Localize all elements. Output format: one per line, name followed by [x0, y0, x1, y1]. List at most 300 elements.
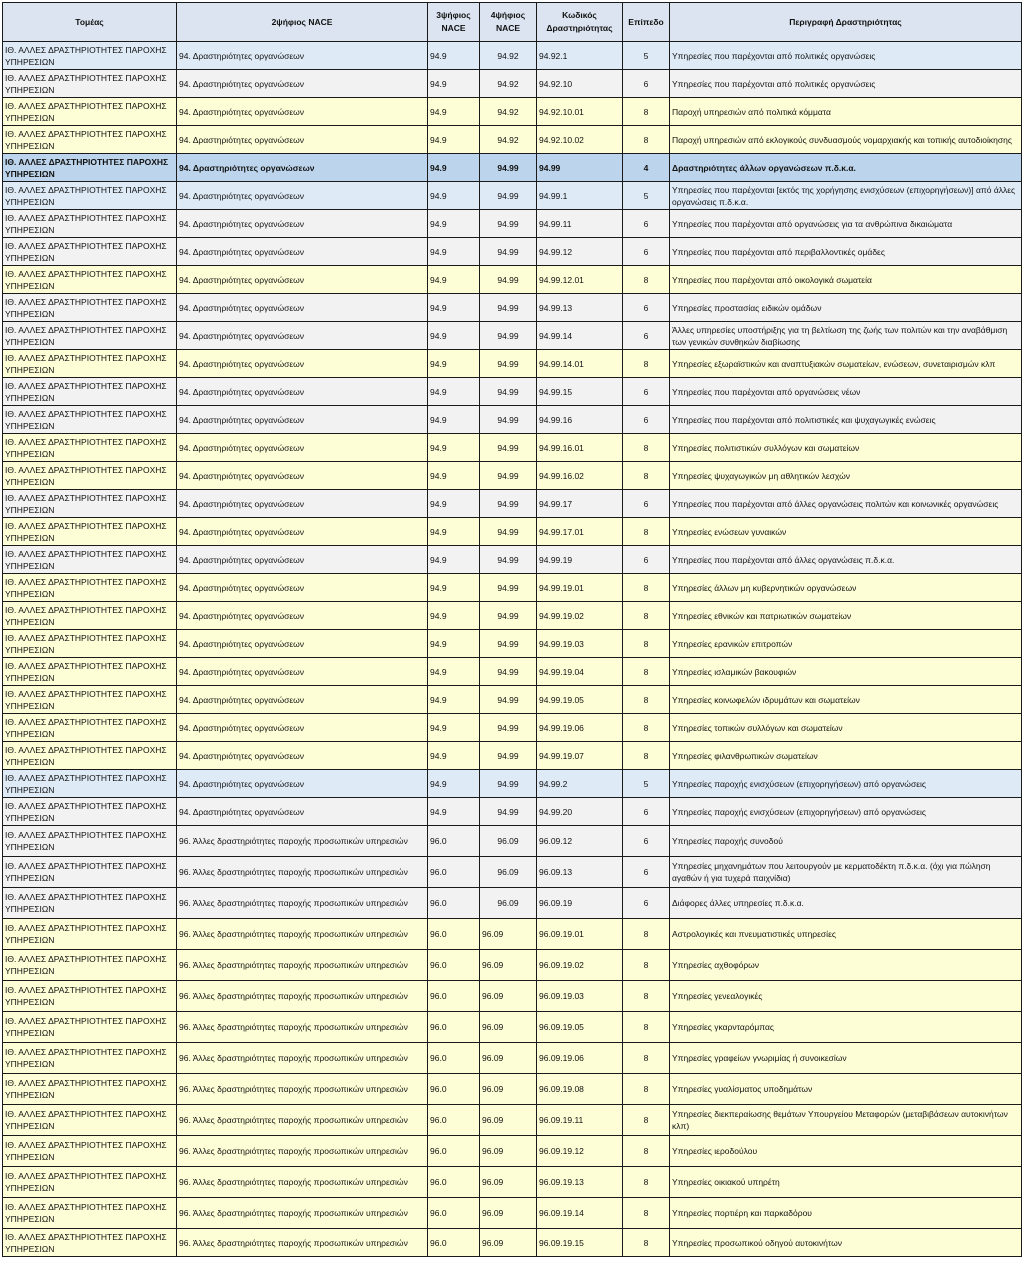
- sector-cell: ΙΘ. ΑΛΛΕΣ ΔΡΑΣΤΗΡΙΟΤΗΤΕΣ ΠΑΡΟΧΗΣ ΥΠΗΡΕΣΙΩΝ: [3, 70, 177, 98]
- sector-cell: ΙΘ. ΑΛΛΕΣ ΔΡΑΣΤΗΡΙΟΤΗΤΕΣ ΠΑΡΟΧΗΣ ΥΠΗΡΕΣΙΩΝ: [3, 602, 177, 630]
- description-cell: Αστρολογικές και πνευματιστικές υπηρεσίες: [670, 919, 1022, 950]
- description-cell: Υπηρεσίες που παρέχονται από πολιτικές οργανώσεις: [670, 42, 1022, 70]
- nace2-cell: 94. Δραστηριότητες οργανώσεων: [177, 182, 428, 210]
- description-cell: Υπηρεσίες που παρέχονται [εκτός της χορήγησης ενισχύσεων (επιχορηγήσεων)] από άλλες οργανώσεις π.δ.κ.α.: [670, 182, 1022, 210]
- sector-cell: ΙΘ. ΑΛΛΕΣ ΔΡΑΣΤΗΡΙΟΤΗΤΕΣ ΠΑΡΟΧΗΣ ΥΠΗΡΕΣΙΩΝ: [3, 981, 177, 1012]
- nace3-cell: 94.9: [428, 238, 480, 266]
- level-cell: 6: [623, 294, 670, 322]
- description-cell: Υπηρεσίες μηχανημάτων που λειτουργούν με κερματοδέκτη π.δ.κ.α. (όχι για πώληση αγαθών ή για τυχερά παιχνίδια): [670, 857, 1022, 888]
- activity-code-cell: 94.99.16: [537, 406, 623, 434]
- nace4-cell: 94.99: [480, 518, 537, 546]
- nace3-cell: 94.9: [428, 154, 480, 182]
- sector-cell: ΙΘ. ΑΛΛΕΣ ΔΡΑΣΤΗΡΙΟΤΗΤΕΣ ΠΑΡΟΧΗΣ ΥΠΗΡΕΣΙΩΝ: [3, 1074, 177, 1105]
- nace3-cell: 94.9: [428, 742, 480, 770]
- table-row: [3, 70, 1022, 98]
- sector-cell: ΙΘ. ΑΛΛΕΣ ΔΡΑΣΤΗΡΙΟΤΗΤΕΣ ΠΑΡΟΧΗΣ ΥΠΗΡΕΣΙΩΝ: [3, 1136, 177, 1167]
- level-cell: 8: [623, 1198, 670, 1229]
- nace4-cell: 94.99: [480, 210, 537, 238]
- description-cell: Υπηρεσίες πολιτιστικών συλλόγων και σωματείων: [670, 434, 1022, 462]
- sector-cell: ΙΘ. ΑΛΛΕΣ ΔΡΑΣΤΗΡΙΟΤΗΤΕΣ ΠΑΡΟΧΗΣ ΥΠΗΡΕΣΙΩΝ: [3, 1198, 177, 1229]
- table-row: [3, 602, 1022, 630]
- table-row: [3, 1136, 1022, 1167]
- table-row: [3, 888, 1022, 919]
- level-cell: 6: [623, 857, 670, 888]
- nace2-cell: 94. Δραστηριότητες οργανώσεων: [177, 658, 428, 686]
- nace4-cell: 94.99: [480, 154, 537, 182]
- level-cell: 8: [623, 1167, 670, 1198]
- description-cell: Υπηρεσίες κοινωφελών ιδρυμάτων και σωματείων: [670, 686, 1022, 714]
- description-cell: Υπηρεσίες γκαρνταρόμπας: [670, 1012, 1022, 1043]
- activity-code-cell: 96.09.19.15: [537, 1229, 623, 1257]
- nace4-cell: 94.99: [480, 406, 537, 434]
- level-cell: 8: [623, 462, 670, 490]
- table-row: [3, 182, 1022, 210]
- nace2-cell: 96. Άλλες δραστηριότητες παροχής προσωπικών υπηρεσιών: [177, 857, 428, 888]
- nace2-cell: 96. Άλλες δραστηριότητες παροχής προσωπικών υπηρεσιών: [177, 1074, 428, 1105]
- sector-cell: ΙΘ. ΑΛΛΕΣ ΔΡΑΣΤΗΡΙΟΤΗΤΕΣ ΠΑΡΟΧΗΣ ΥΠΗΡΕΣΙΩΝ: [3, 154, 177, 182]
- table-row: [3, 857, 1022, 888]
- level-cell: 8: [623, 98, 670, 126]
- nace2-cell: 94. Δραστηριότητες οργανώσεων: [177, 266, 428, 294]
- table-row: [3, 714, 1022, 742]
- sector-cell: ΙΘ. ΑΛΛΕΣ ΔΡΑΣΤΗΡΙΟΤΗΤΕΣ ΠΑΡΟΧΗΣ ΥΠΗΡΕΣΙΩΝ: [3, 462, 177, 490]
- nace3-cell: 94.9: [428, 574, 480, 602]
- table-row: [3, 981, 1022, 1012]
- nace2-cell: 94. Δραστηριότητες οργανώσεων: [177, 238, 428, 266]
- nace4-cell: 94.99: [480, 490, 537, 518]
- description-cell: Υπηρεσίες προστασίας ειδικών ομάδων: [670, 294, 1022, 322]
- nace4-cell: 96.09: [480, 919, 537, 950]
- nace4-cell: 96.09: [480, 1229, 537, 1257]
- activity-code-cell: 94.92.10.02: [537, 126, 623, 154]
- level-cell: 8: [623, 630, 670, 658]
- description-cell: Παροχή υπηρεσιών από πολιτικά κόμματα: [670, 98, 1022, 126]
- nace3-cell: 94.9: [428, 98, 480, 126]
- activity-code-cell: 94.99.16.01: [537, 434, 623, 462]
- description-cell: Υπηρεσίες που παρέχονται από πολιτιστικές και ψυχαγωγικές ενώσεις: [670, 406, 1022, 434]
- level-cell: 6: [623, 210, 670, 238]
- table-row: [3, 1198, 1022, 1229]
- nace3-cell: 96.0: [428, 1012, 480, 1043]
- nace3-cell: 94.9: [428, 434, 480, 462]
- description-cell: Υπηρεσίες εξωραϊστικών και αναπτυξιακών σωματείων, ενώσεων, συνεταιρισμών κλπ: [670, 350, 1022, 378]
- level-cell: 8: [623, 742, 670, 770]
- nace3-cell: 94.9: [428, 266, 480, 294]
- description-cell: Υπηρεσίες διεκπεραίωσης θεμάτων Υπουργείου Μεταφορών (μεταβιβάσεων αυτοκινήτων κλπ): [670, 1105, 1022, 1136]
- table-row: [3, 378, 1022, 406]
- nace3-cell: 94.9: [428, 518, 480, 546]
- nace2-cell: 94. Δραστηριότητες οργανώσεων: [177, 70, 428, 98]
- nace3-cell: 94.9: [428, 322, 480, 350]
- header-nace2: 2ψήφιος NACE: [177, 3, 428, 42]
- nace3-cell: 94.9: [428, 70, 480, 98]
- nace4-cell: 94.99: [480, 546, 537, 574]
- nace3-cell: 94.9: [428, 686, 480, 714]
- nace2-cell: 94. Δραστηριότητες οργανώσεων: [177, 574, 428, 602]
- description-cell: Υπηρεσίες πορτιέρη και παρκαδόρου: [670, 1198, 1022, 1229]
- table-row: [3, 490, 1022, 518]
- description-cell: Υπηρεσίες παροχής ενισχύσεων (επιχορηγήσεων) από οργανώσεις: [670, 798, 1022, 826]
- sector-cell: ΙΘ. ΑΛΛΕΣ ΔΡΑΣΤΗΡΙΟΤΗΤΕΣ ΠΑΡΟΧΗΣ ΥΠΗΡΕΣΙΩΝ: [3, 950, 177, 981]
- header-row: [3, 3, 1022, 42]
- nace2-cell: 94. Δραστηριότητες οργανώσεων: [177, 322, 428, 350]
- description-cell: Υπηρεσίες άλλων μη κυβερνητικών οργανώσεων: [670, 574, 1022, 602]
- nace3-cell: 96.0: [428, 1136, 480, 1167]
- table-row: [3, 798, 1022, 826]
- nace2-cell: 94. Δραστηριότητες οργανώσεων: [177, 98, 428, 126]
- table-row: [3, 742, 1022, 770]
- nace3-cell: 96.0: [428, 919, 480, 950]
- activity-code-cell: 94.92.10: [537, 70, 623, 98]
- nace3-cell: 94.9: [428, 602, 480, 630]
- nace4-cell: 94.99: [480, 182, 537, 210]
- level-cell: 6: [623, 798, 670, 826]
- nace4-cell: 94.99: [480, 378, 537, 406]
- activity-code-cell: 94.99.1: [537, 182, 623, 210]
- header-nace3: 3ψήφιος NACE: [428, 3, 480, 42]
- level-cell: 8: [623, 658, 670, 686]
- activity-code-cell: 94.99.14: [537, 322, 623, 350]
- nace3-cell: 94.9: [428, 294, 480, 322]
- sector-cell: ΙΘ. ΑΛΛΕΣ ΔΡΑΣΤΗΡΙΟΤΗΤΕΣ ΠΑΡΟΧΗΣ ΥΠΗΡΕΣΙΩΝ: [3, 238, 177, 266]
- activity-code-cell: 94.99.19.05: [537, 686, 623, 714]
- nace2-cell: 94. Δραστηριότητες οργανώσεων: [177, 154, 428, 182]
- level-cell: 5: [623, 770, 670, 798]
- activity-code-cell: 96.09.19.13: [537, 1167, 623, 1198]
- table-row: [3, 1167, 1022, 1198]
- sector-cell: ΙΘ. ΑΛΛΕΣ ΔΡΑΣΤΗΡΙΟΤΗΤΕΣ ΠΑΡΟΧΗΣ ΥΠΗΡΕΣΙΩΝ: [3, 1167, 177, 1198]
- sector-cell: ΙΘ. ΑΛΛΕΣ ΔΡΑΣΤΗΡΙΟΤΗΤΕΣ ΠΑΡΟΧΗΣ ΥΠΗΡΕΣΙΩΝ: [3, 574, 177, 602]
- description-cell: Υπηρεσίες παροχής ενισχύσεων (επιχορηγήσεων) από οργανώσεις: [670, 770, 1022, 798]
- level-cell: 8: [623, 574, 670, 602]
- nace4-cell: 94.92: [480, 126, 537, 154]
- sector-cell: ΙΘ. ΑΛΛΕΣ ΔΡΑΣΤΗΡΙΟΤΗΤΕΣ ΠΑΡΟΧΗΣ ΥΠΗΡΕΣΙΩΝ: [3, 98, 177, 126]
- nace4-cell: 96.09: [480, 857, 537, 888]
- activity-code-cell: 94.99.17: [537, 490, 623, 518]
- sector-cell: ΙΘ. ΑΛΛΕΣ ΔΡΑΣΤΗΡΙΟΤΗΤΕΣ ΠΑΡΟΧΗΣ ΥΠΗΡΕΣΙΩΝ: [3, 770, 177, 798]
- level-cell: 6: [623, 826, 670, 857]
- table-row: [3, 826, 1022, 857]
- nace3-cell: 94.9: [428, 462, 480, 490]
- activity-code-cell: 94.99.11: [537, 210, 623, 238]
- activity-code-cell: 96.09.19.08: [537, 1074, 623, 1105]
- table-row: [3, 630, 1022, 658]
- description-cell: Υπηρεσίες που παρέχονται από περιβαλλοντικές ομάδες: [670, 238, 1022, 266]
- nace4-cell: 94.92: [480, 42, 537, 70]
- nace2-cell: 94. Δραστηριότητες οργανώσεων: [177, 742, 428, 770]
- nace4-cell: 94.99: [480, 350, 537, 378]
- nace4-cell: 96.09: [480, 888, 537, 919]
- table-row: [3, 686, 1022, 714]
- description-cell: Υπηρεσίες προσωπικού οδηγού αυτοκινήτων: [670, 1229, 1022, 1257]
- nace3-cell: 94.9: [428, 658, 480, 686]
- activity-code-cell: 94.99.15: [537, 378, 623, 406]
- table-row: [3, 434, 1022, 462]
- table-row: [3, 98, 1022, 126]
- activity-code-cell: 96.09.19.01: [537, 919, 623, 950]
- nace2-cell: 96. Άλλες δραστηριότητες παροχής προσωπικών υπηρεσιών: [177, 950, 428, 981]
- table-row: [3, 1043, 1022, 1074]
- nace3-cell: 96.0: [428, 950, 480, 981]
- nace4-cell: 96.09: [480, 826, 537, 857]
- nace3-cell: 94.9: [428, 546, 480, 574]
- sector-cell: ΙΘ. ΑΛΛΕΣ ΔΡΑΣΤΗΡΙΟΤΗΤΕΣ ΠΑΡΟΧΗΣ ΥΠΗΡΕΣΙΩΝ: [3, 182, 177, 210]
- nace2-cell: 96. Άλλες δραστηριότητες παροχής προσωπικών υπηρεσιών: [177, 1198, 428, 1229]
- nace4-cell: 94.99: [480, 294, 537, 322]
- nace3-cell: 94.9: [428, 182, 480, 210]
- activity-code-cell: 94.99.19.02: [537, 602, 623, 630]
- level-cell: 6: [623, 546, 670, 574]
- table-row: [3, 770, 1022, 798]
- nace4-cell: 96.09: [480, 1198, 537, 1229]
- nace2-cell: 94. Δραστηριότητες οργανώσεων: [177, 518, 428, 546]
- level-cell: 8: [623, 266, 670, 294]
- description-cell: Υπηρεσίες ψυχαγωγικών μη αθλητικών λεσχών: [670, 462, 1022, 490]
- activity-code-cell: 94.99.19: [537, 546, 623, 574]
- nace4-cell: 96.09: [480, 1167, 537, 1198]
- sector-cell: ΙΘ. ΑΛΛΕΣ ΔΡΑΣΤΗΡΙΟΤΗΤΕΣ ΠΑΡΟΧΗΣ ΥΠΗΡΕΣΙΩΝ: [3, 490, 177, 518]
- level-cell: 8: [623, 1136, 670, 1167]
- sector-cell: ΙΘ. ΑΛΛΕΣ ΔΡΑΣΤΗΡΙΟΤΗΤΕΣ ΠΑΡΟΧΗΣ ΥΠΗΡΕΣΙΩΝ: [3, 210, 177, 238]
- nace3-cell: 94.9: [428, 798, 480, 826]
- nace2-cell: 96. Άλλες δραστηριότητες παροχής προσωπικών υπηρεσιών: [177, 1012, 428, 1043]
- nace3-cell: 94.9: [428, 126, 480, 154]
- sector-cell: ΙΘ. ΑΛΛΕΣ ΔΡΑΣΤΗΡΙΟΤΗΤΕΣ ΠΑΡΟΧΗΣ ΥΠΗΡΕΣΙΩΝ: [3, 434, 177, 462]
- sector-cell: ΙΘ. ΑΛΛΕΣ ΔΡΑΣΤΗΡΙΟΤΗΤΕΣ ΠΑΡΟΧΗΣ ΥΠΗΡΕΣΙΩΝ: [3, 546, 177, 574]
- nace2-cell: 96. Άλλες δραστηριότητες παροχής προσωπικών υπηρεσιών: [177, 1105, 428, 1136]
- sector-cell: ΙΘ. ΑΛΛΕΣ ΔΡΑΣΤΗΡΙΟΤΗΤΕΣ ΠΑΡΟΧΗΣ ΥΠΗΡΕΣΙΩΝ: [3, 42, 177, 70]
- sector-cell: ΙΘ. ΑΛΛΕΣ ΔΡΑΣΤΗΡΙΟΤΗΤΕΣ ΠΑΡΟΧΗΣ ΥΠΗΡΕΣΙΩΝ: [3, 686, 177, 714]
- nace4-cell: 94.99: [480, 630, 537, 658]
- level-cell: 8: [623, 1074, 670, 1105]
- nace3-cell: 96.0: [428, 1043, 480, 1074]
- activity-code-cell: 96.09.19.12: [537, 1136, 623, 1167]
- nace3-cell: 94.9: [428, 714, 480, 742]
- nace4-cell: 94.99: [480, 770, 537, 798]
- activity-code-cell: 96.09.13: [537, 857, 623, 888]
- nace4-cell: 94.99: [480, 462, 537, 490]
- table-row: [3, 574, 1022, 602]
- sector-cell: ΙΘ. ΑΛΛΕΣ ΔΡΑΣΤΗΡΙΟΤΗΤΕΣ ΠΑΡΟΧΗΣ ΥΠΗΡΕΣΙΩΝ: [3, 1229, 177, 1257]
- level-cell: 6: [623, 490, 670, 518]
- sector-cell: ΙΘ. ΑΛΛΕΣ ΔΡΑΣΤΗΡΙΟΤΗΤΕΣ ΠΑΡΟΧΗΣ ΥΠΗΡΕΣΙΩΝ: [3, 350, 177, 378]
- description-cell: Υπηρεσίες ενώσεων γυναικών: [670, 518, 1022, 546]
- description-cell: Υπηρεσίες που παρέχονται από άλλες οργανώσεις π.δ.κ.α.: [670, 546, 1022, 574]
- level-cell: 5: [623, 182, 670, 210]
- nace3-cell: 96.0: [428, 857, 480, 888]
- activity-code-cell: 94.99.12.01: [537, 266, 623, 294]
- description-cell: Υπηρεσίες που παρέχονται από οργανώσεις νέων: [670, 378, 1022, 406]
- level-cell: 8: [623, 1043, 670, 1074]
- table-row: [3, 546, 1022, 574]
- description-cell: Παροχή υπηρεσιών από εκλογικούς συνδυασμούς νομαρχιακής και τοπικής αυτοδιοίκησης: [670, 126, 1022, 154]
- table-row: [3, 1012, 1022, 1043]
- nace3-cell: 94.9: [428, 42, 480, 70]
- level-cell: 5: [623, 42, 670, 70]
- level-cell: 8: [623, 434, 670, 462]
- nace2-cell: 94. Δραστηριότητες οργανώσεων: [177, 434, 428, 462]
- nace2-cell: 96. Άλλες δραστηριότητες παροχής προσωπικών υπηρεσιών: [177, 1167, 428, 1198]
- nace3-cell: 94.9: [428, 770, 480, 798]
- sector-cell: ΙΘ. ΑΛΛΕΣ ΔΡΑΣΤΗΡΙΟΤΗΤΕΣ ΠΑΡΟΧΗΣ ΥΠΗΡΕΣΙΩΝ: [3, 294, 177, 322]
- nace3-cell: 96.0: [428, 1074, 480, 1105]
- table-row: [3, 462, 1022, 490]
- nace2-cell: 94. Δραστηριότητες οργανώσεων: [177, 490, 428, 518]
- nace2-cell: 96. Άλλες δραστηριότητες παροχής προσωπικών υπηρεσιών: [177, 826, 428, 857]
- nace3-cell: 96.0: [428, 1229, 480, 1257]
- description-cell: Υπηρεσίες οικιακού υπηρέτη: [670, 1167, 1022, 1198]
- description-cell: Υπηρεσίες που παρέχονται από πολιτικές οργανώσεις: [670, 70, 1022, 98]
- table-row: [3, 126, 1022, 154]
- nace2-cell: 94. Δραστηριότητες οργανώσεων: [177, 714, 428, 742]
- activity-code-cell: 94.99.19.06: [537, 714, 623, 742]
- nace2-cell: 94. Δραστηριότητες οργανώσεων: [177, 686, 428, 714]
- activity-code-cell: 94.99.12: [537, 238, 623, 266]
- nace3-cell: 94.9: [428, 350, 480, 378]
- sector-cell: ΙΘ. ΑΛΛΕΣ ΔΡΑΣΤΗΡΙΟΤΗΤΕΣ ΠΑΡΟΧΗΣ ΥΠΗΡΕΣΙΩΝ: [3, 658, 177, 686]
- description-cell: Υπηρεσίες που παρέχονται από οικολογικά σωματεία: [670, 266, 1022, 294]
- nace4-cell: 94.92: [480, 98, 537, 126]
- description-cell: Υπηρεσίες γενεαλογικές: [670, 981, 1022, 1012]
- nace3-cell: 96.0: [428, 981, 480, 1012]
- level-cell: 8: [623, 686, 670, 714]
- description-cell: Υπηρεσίες γραφείων γνωριμίας ή συνοικεσίων: [670, 1043, 1022, 1074]
- nace3-cell: 94.9: [428, 490, 480, 518]
- nace4-cell: 94.99: [480, 434, 537, 462]
- sector-cell: ΙΘ. ΑΛΛΕΣ ΔΡΑΣΤΗΡΙΟΤΗΤΕΣ ΠΑΡΟΧΗΣ ΥΠΗΡΕΣΙΩΝ: [3, 888, 177, 919]
- table-row: [3, 42, 1022, 70]
- nace2-cell: 94. Δραστηριότητες οργανώσεων: [177, 546, 428, 574]
- description-cell: Υπηρεσίες αχθοφόρων: [670, 950, 1022, 981]
- activity-code-cell: 94.99.19.04: [537, 658, 623, 686]
- nace2-cell: 94. Δραστηριότητες οργανώσεων: [177, 210, 428, 238]
- nace4-cell: 94.99: [480, 742, 537, 770]
- description-cell: Υπηρεσίες γυαλίσματος υποδημάτων: [670, 1074, 1022, 1105]
- sector-cell: ΙΘ. ΑΛΛΕΣ ΔΡΑΣΤΗΡΙΟΤΗΤΕΣ ΠΑΡΟΧΗΣ ΥΠΗΡΕΣΙΩΝ: [3, 406, 177, 434]
- level-cell: 8: [623, 1012, 670, 1043]
- table-row: [3, 322, 1022, 350]
- sector-cell: ΙΘ. ΑΛΛΕΣ ΔΡΑΣΤΗΡΙΟΤΗΤΕΣ ΠΑΡΟΧΗΣ ΥΠΗΡΕΣΙΩΝ: [3, 1012, 177, 1043]
- description-cell: Υπηρεσίες που παρέχονται από άλλες οργανώσεις πολιτών και κοινωνικές οργανώσεις: [670, 490, 1022, 518]
- nace2-cell: 96. Άλλες δραστηριότητες παροχής προσωπικών υπηρεσιών: [177, 919, 428, 950]
- activity-code-cell: 96.09.19.02: [537, 950, 623, 981]
- header-nace4: 4ψήφιος NACE: [480, 3, 537, 42]
- table-row: [3, 919, 1022, 950]
- activity-code-cell: 94.99.19.03: [537, 630, 623, 658]
- activity-code-cell: 94.99.19.01: [537, 574, 623, 602]
- nace4-cell: 96.09: [480, 1043, 537, 1074]
- activity-code-cell: 94.99.20: [537, 798, 623, 826]
- activity-code-cell: 96.09.19: [537, 888, 623, 919]
- nace3-cell: 94.9: [428, 210, 480, 238]
- table-row: [3, 154, 1022, 182]
- nace3-cell: 96.0: [428, 1198, 480, 1229]
- nace3-cell: 96.0: [428, 1105, 480, 1136]
- description-cell: Διάφορες άλλες υπηρεσίες π.δ.κ.α.: [670, 888, 1022, 919]
- nace4-cell: 96.09: [480, 981, 537, 1012]
- nace2-cell: 94. Δραστηριότητες οργανώσεων: [177, 294, 428, 322]
- nace2-cell: 94. Δραστηριότητες οργανώσεων: [177, 630, 428, 658]
- sector-cell: ΙΘ. ΑΛΛΕΣ ΔΡΑΣΤΗΡΙΟΤΗΤΕΣ ΠΑΡΟΧΗΣ ΥΠΗΡΕΣΙΩΝ: [3, 1043, 177, 1074]
- sector-cell: ΙΘ. ΑΛΛΕΣ ΔΡΑΣΤΗΡΙΟΤΗΤΕΣ ΠΑΡΟΧΗΣ ΥΠΗΡΕΣΙΩΝ: [3, 826, 177, 857]
- description-cell: Υπηρεσίες ιεροδούλου: [670, 1136, 1022, 1167]
- level-cell: 8: [623, 350, 670, 378]
- table-row: [3, 518, 1022, 546]
- nace3-cell: 96.0: [428, 1167, 480, 1198]
- nace2-cell: 96. Άλλες δραστηριότητες παροχής προσωπικών υπηρεσιών: [177, 1043, 428, 1074]
- description-cell: Άλλες υπηρεσίες υποστήριξης για τη βελτίωση της ζωής των πολιτών και την αναβάθμιση των γενικών συνθηκών διαβίωσης: [670, 322, 1022, 350]
- sector-cell: ΙΘ. ΑΛΛΕΣ ΔΡΑΣΤΗΡΙΟΤΗΤΕΣ ΠΑΡΟΧΗΣ ΥΠΗΡΕΣΙΩΝ: [3, 857, 177, 888]
- level-cell: 8: [623, 1105, 670, 1136]
- level-cell: 6: [623, 322, 670, 350]
- sector-cell: ΙΘ. ΑΛΛΕΣ ΔΡΑΣΤΗΡΙΟΤΗΤΕΣ ΠΑΡΟΧΗΣ ΥΠΗΡΕΣΙΩΝ: [3, 630, 177, 658]
- nace4-cell: 94.92: [480, 70, 537, 98]
- description-cell: Υπηρεσίες ισλαμικών βακουφιών: [670, 658, 1022, 686]
- level-cell: 8: [623, 518, 670, 546]
- activity-code-cell: 94.99.13: [537, 294, 623, 322]
- nace2-cell: 94. Δραστηριότητες οργανώσεων: [177, 406, 428, 434]
- level-cell: 6: [623, 378, 670, 406]
- nace4-cell: 94.99: [480, 658, 537, 686]
- nace2-cell: 94. Δραστηριότητες οργανώσεων: [177, 378, 428, 406]
- activity-code-cell: 96.09.19.14: [537, 1198, 623, 1229]
- activity-code-cell: 94.99.14.01: [537, 350, 623, 378]
- activity-code-cell: 94.99.16.02: [537, 462, 623, 490]
- description-cell: Υπηρεσίες εθνικών και πατριωτικών σωματείων: [670, 602, 1022, 630]
- header-level: Επίπεδο: [623, 3, 670, 42]
- nace2-cell: 94. Δραστηριότητες οργανώσεων: [177, 462, 428, 490]
- level-cell: 8: [623, 981, 670, 1012]
- sector-cell: ΙΘ. ΑΛΛΕΣ ΔΡΑΣΤΗΡΙΟΤΗΤΕΣ ΠΑΡΟΧΗΣ ΥΠΗΡΕΣΙΩΝ: [3, 322, 177, 350]
- level-cell: 4: [623, 154, 670, 182]
- level-cell: 8: [623, 919, 670, 950]
- activity-code-cell: 94.92.1: [537, 42, 623, 70]
- activity-code-cell: 96.09.12: [537, 826, 623, 857]
- nace4-cell: 96.09: [480, 1136, 537, 1167]
- level-cell: 8: [623, 1229, 670, 1257]
- table-body: [3, 42, 1022, 1257]
- activity-table: [2, 2, 1022, 1257]
- nace3-cell: 94.9: [428, 630, 480, 658]
- sector-cell: ΙΘ. ΑΛΛΕΣ ΔΡΑΣΤΗΡΙΟΤΗΤΕΣ ΠΑΡΟΧΗΣ ΥΠΗΡΕΣΙΩΝ: [3, 518, 177, 546]
- level-cell: 6: [623, 888, 670, 919]
- description-cell: Δραστηριότητες άλλων οργανώσεων π.δ.κ.α.: [670, 154, 1022, 182]
- table-row: [3, 950, 1022, 981]
- table-row: [3, 294, 1022, 322]
- table-row: [3, 406, 1022, 434]
- nace2-cell: 96. Άλλες δραστηριότητες παροχής προσωπικών υπηρεσιών: [177, 981, 428, 1012]
- sector-cell: ΙΘ. ΑΛΛΕΣ ΔΡΑΣΤΗΡΙΟΤΗΤΕΣ ΠΑΡΟΧΗΣ ΥΠΗΡΕΣΙΩΝ: [3, 798, 177, 826]
- sector-cell: ΙΘ. ΑΛΛΕΣ ΔΡΑΣΤΗΡΙΟΤΗΤΕΣ ΠΑΡΟΧΗΣ ΥΠΗΡΕΣΙΩΝ: [3, 742, 177, 770]
- table-row: [3, 350, 1022, 378]
- nace2-cell: 96. Άλλες δραστηριότητες παροχής προσωπικών υπηρεσιών: [177, 1136, 428, 1167]
- nace2-cell: 96. Άλλες δραστηριότητες παροχής προσωπικών υπηρεσιών: [177, 888, 428, 919]
- nace3-cell: 94.9: [428, 378, 480, 406]
- nace4-cell: 94.99: [480, 322, 537, 350]
- table-row: [3, 210, 1022, 238]
- activity-code-cell: 94.99.2: [537, 770, 623, 798]
- header-description: Περιγραφή Δραστηριότητας: [670, 3, 1022, 42]
- description-cell: Υπηρεσίες που παρέχονται από οργανώσεις για τα ανθρώπινα δικαιώματα: [670, 210, 1022, 238]
- level-cell: 6: [623, 406, 670, 434]
- activity-code-cell: 94.99.19.07: [537, 742, 623, 770]
- table-row: [3, 238, 1022, 266]
- level-cell: 8: [623, 602, 670, 630]
- nace3-cell: 96.0: [428, 888, 480, 919]
- nace4-cell: 96.09: [480, 950, 537, 981]
- sector-cell: ΙΘ. ΑΛΛΕΣ ΔΡΑΣΤΗΡΙΟΤΗΤΕΣ ΠΑΡΟΧΗΣ ΥΠΗΡΕΣΙΩΝ: [3, 1105, 177, 1136]
- nace4-cell: 96.09: [480, 1074, 537, 1105]
